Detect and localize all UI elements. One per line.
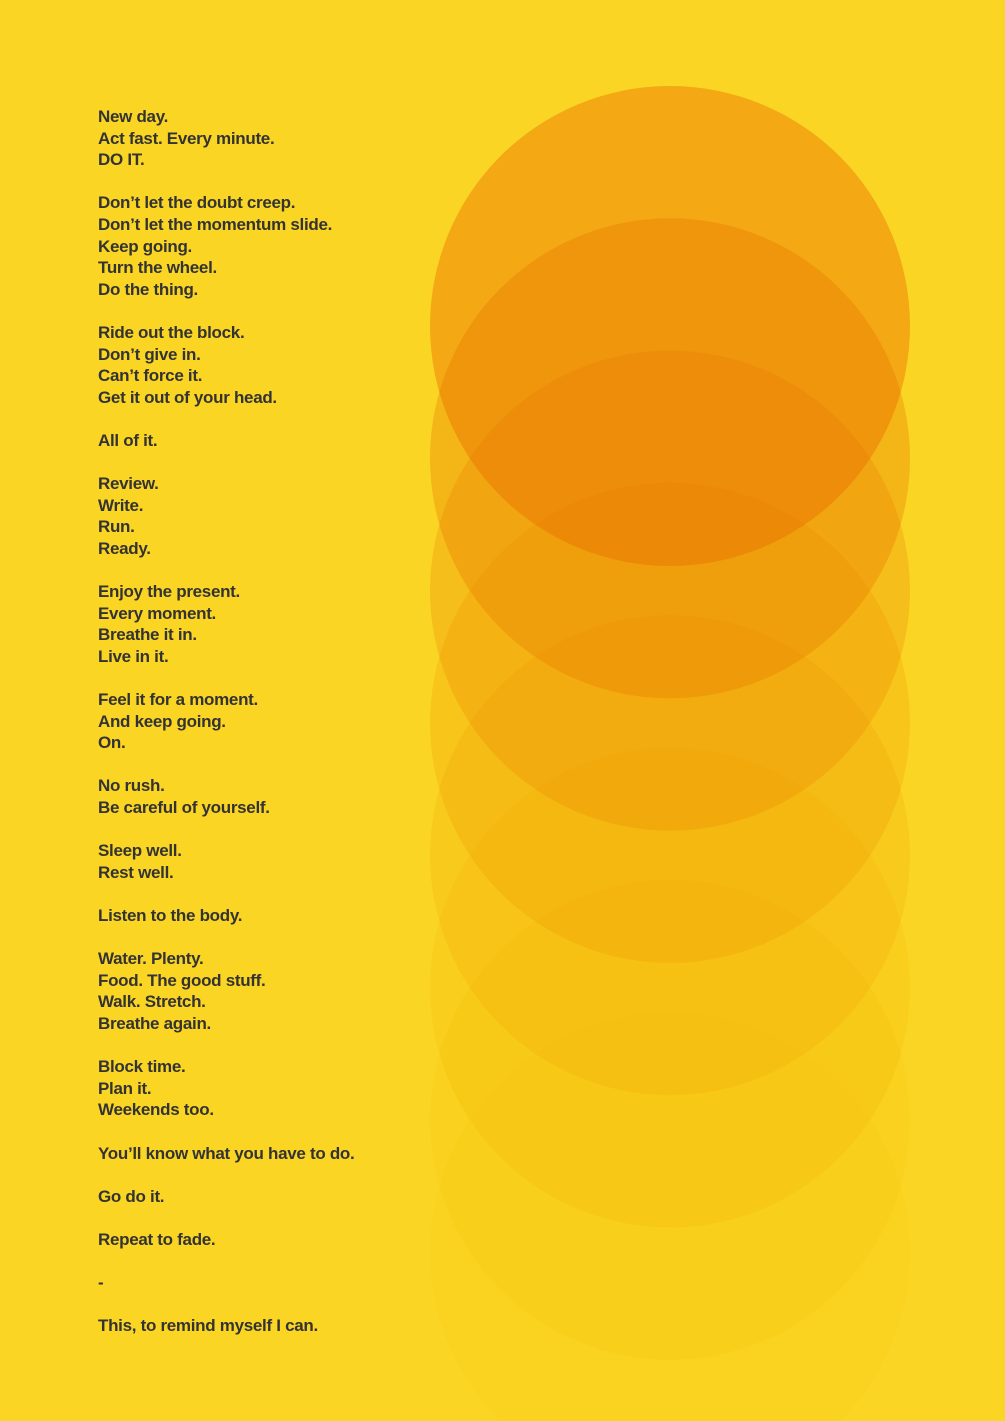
stanza xyxy=(98,840,428,883)
poem-line: Walk. Stretch. xyxy=(98,992,206,1012)
poem-line: New day. xyxy=(98,107,169,126)
poem-line: Water. Plenty. xyxy=(98,949,204,969)
poem-line: All of it. xyxy=(98,430,158,450)
poem-line: Live in it. xyxy=(98,646,169,666)
stanza xyxy=(98,775,428,818)
stanza xyxy=(98,1143,428,1165)
poem-line: This, to remind myself I can. xyxy=(98,1316,318,1336)
stanza xyxy=(98,948,428,1034)
poem-line: Act fast. Every minute. xyxy=(98,128,275,148)
stanza xyxy=(98,1315,428,1337)
stanza xyxy=(98,1186,428,1208)
poem-line: Go do it. xyxy=(98,1186,165,1206)
stanza xyxy=(98,1229,428,1251)
poem-line: Review. xyxy=(98,474,159,494)
poem-line: Breathe again. xyxy=(98,1013,211,1033)
poem-line: Can’t force it. xyxy=(98,366,203,386)
poem-line: Breathe it in. xyxy=(98,625,197,645)
stanza xyxy=(98,192,428,300)
poem-line: Sleep well. xyxy=(98,841,182,861)
stanza xyxy=(98,106,428,171)
poem-line: Run. xyxy=(98,517,135,537)
poem-line: Ride out the block. xyxy=(98,322,245,342)
stanza xyxy=(98,581,428,667)
poem-line: - xyxy=(98,1273,104,1293)
stanza xyxy=(98,905,428,927)
poem-line: Write. xyxy=(98,495,144,515)
poem-line: Block time. xyxy=(98,1057,186,1077)
stanza xyxy=(98,1272,428,1294)
stanza xyxy=(98,1056,428,1121)
poem-line: You’ll know what you have to do. xyxy=(98,1143,355,1163)
poem-line: Every moment. xyxy=(98,603,216,623)
poem-line: Plan it. xyxy=(98,1078,152,1098)
poem-line: And keep going. xyxy=(98,711,226,731)
poem-line: Don’t let the doubt creep. xyxy=(98,193,296,213)
poem-line: Food. The good stuff. xyxy=(98,970,266,990)
poem-line: Ready. xyxy=(98,538,151,558)
poem-line: Listen to the body. xyxy=(98,905,243,925)
poem-line: Weekends too. xyxy=(98,1100,214,1120)
poem-line: Rest well. xyxy=(98,862,174,882)
poem-line: Repeat to fade. xyxy=(98,1229,216,1249)
stanza xyxy=(98,473,428,559)
poem-line: Do the thing. xyxy=(98,279,198,299)
stanza xyxy=(98,322,428,408)
poem-line: On. xyxy=(98,733,126,753)
stanza xyxy=(98,689,428,754)
poem-line: Feel it for a moment. xyxy=(98,690,258,710)
poem-line: No rush. xyxy=(98,776,165,796)
poem-line: Keep going. xyxy=(98,236,192,256)
poem-line: Don’t give in. xyxy=(98,344,201,364)
poem-line: Don’t let the momentum slide. xyxy=(98,214,333,234)
poem-line: Enjoy the present. xyxy=(98,582,240,602)
circle xyxy=(430,86,910,566)
poem-line: Get it out of your head. xyxy=(98,387,277,407)
poem-line: Be careful of yourself. xyxy=(98,798,270,817)
stanza xyxy=(98,430,428,452)
poem-line: DO IT. xyxy=(98,150,145,170)
poem-line: Turn the wheel. xyxy=(98,258,217,278)
poem-text xyxy=(98,106,428,1358)
